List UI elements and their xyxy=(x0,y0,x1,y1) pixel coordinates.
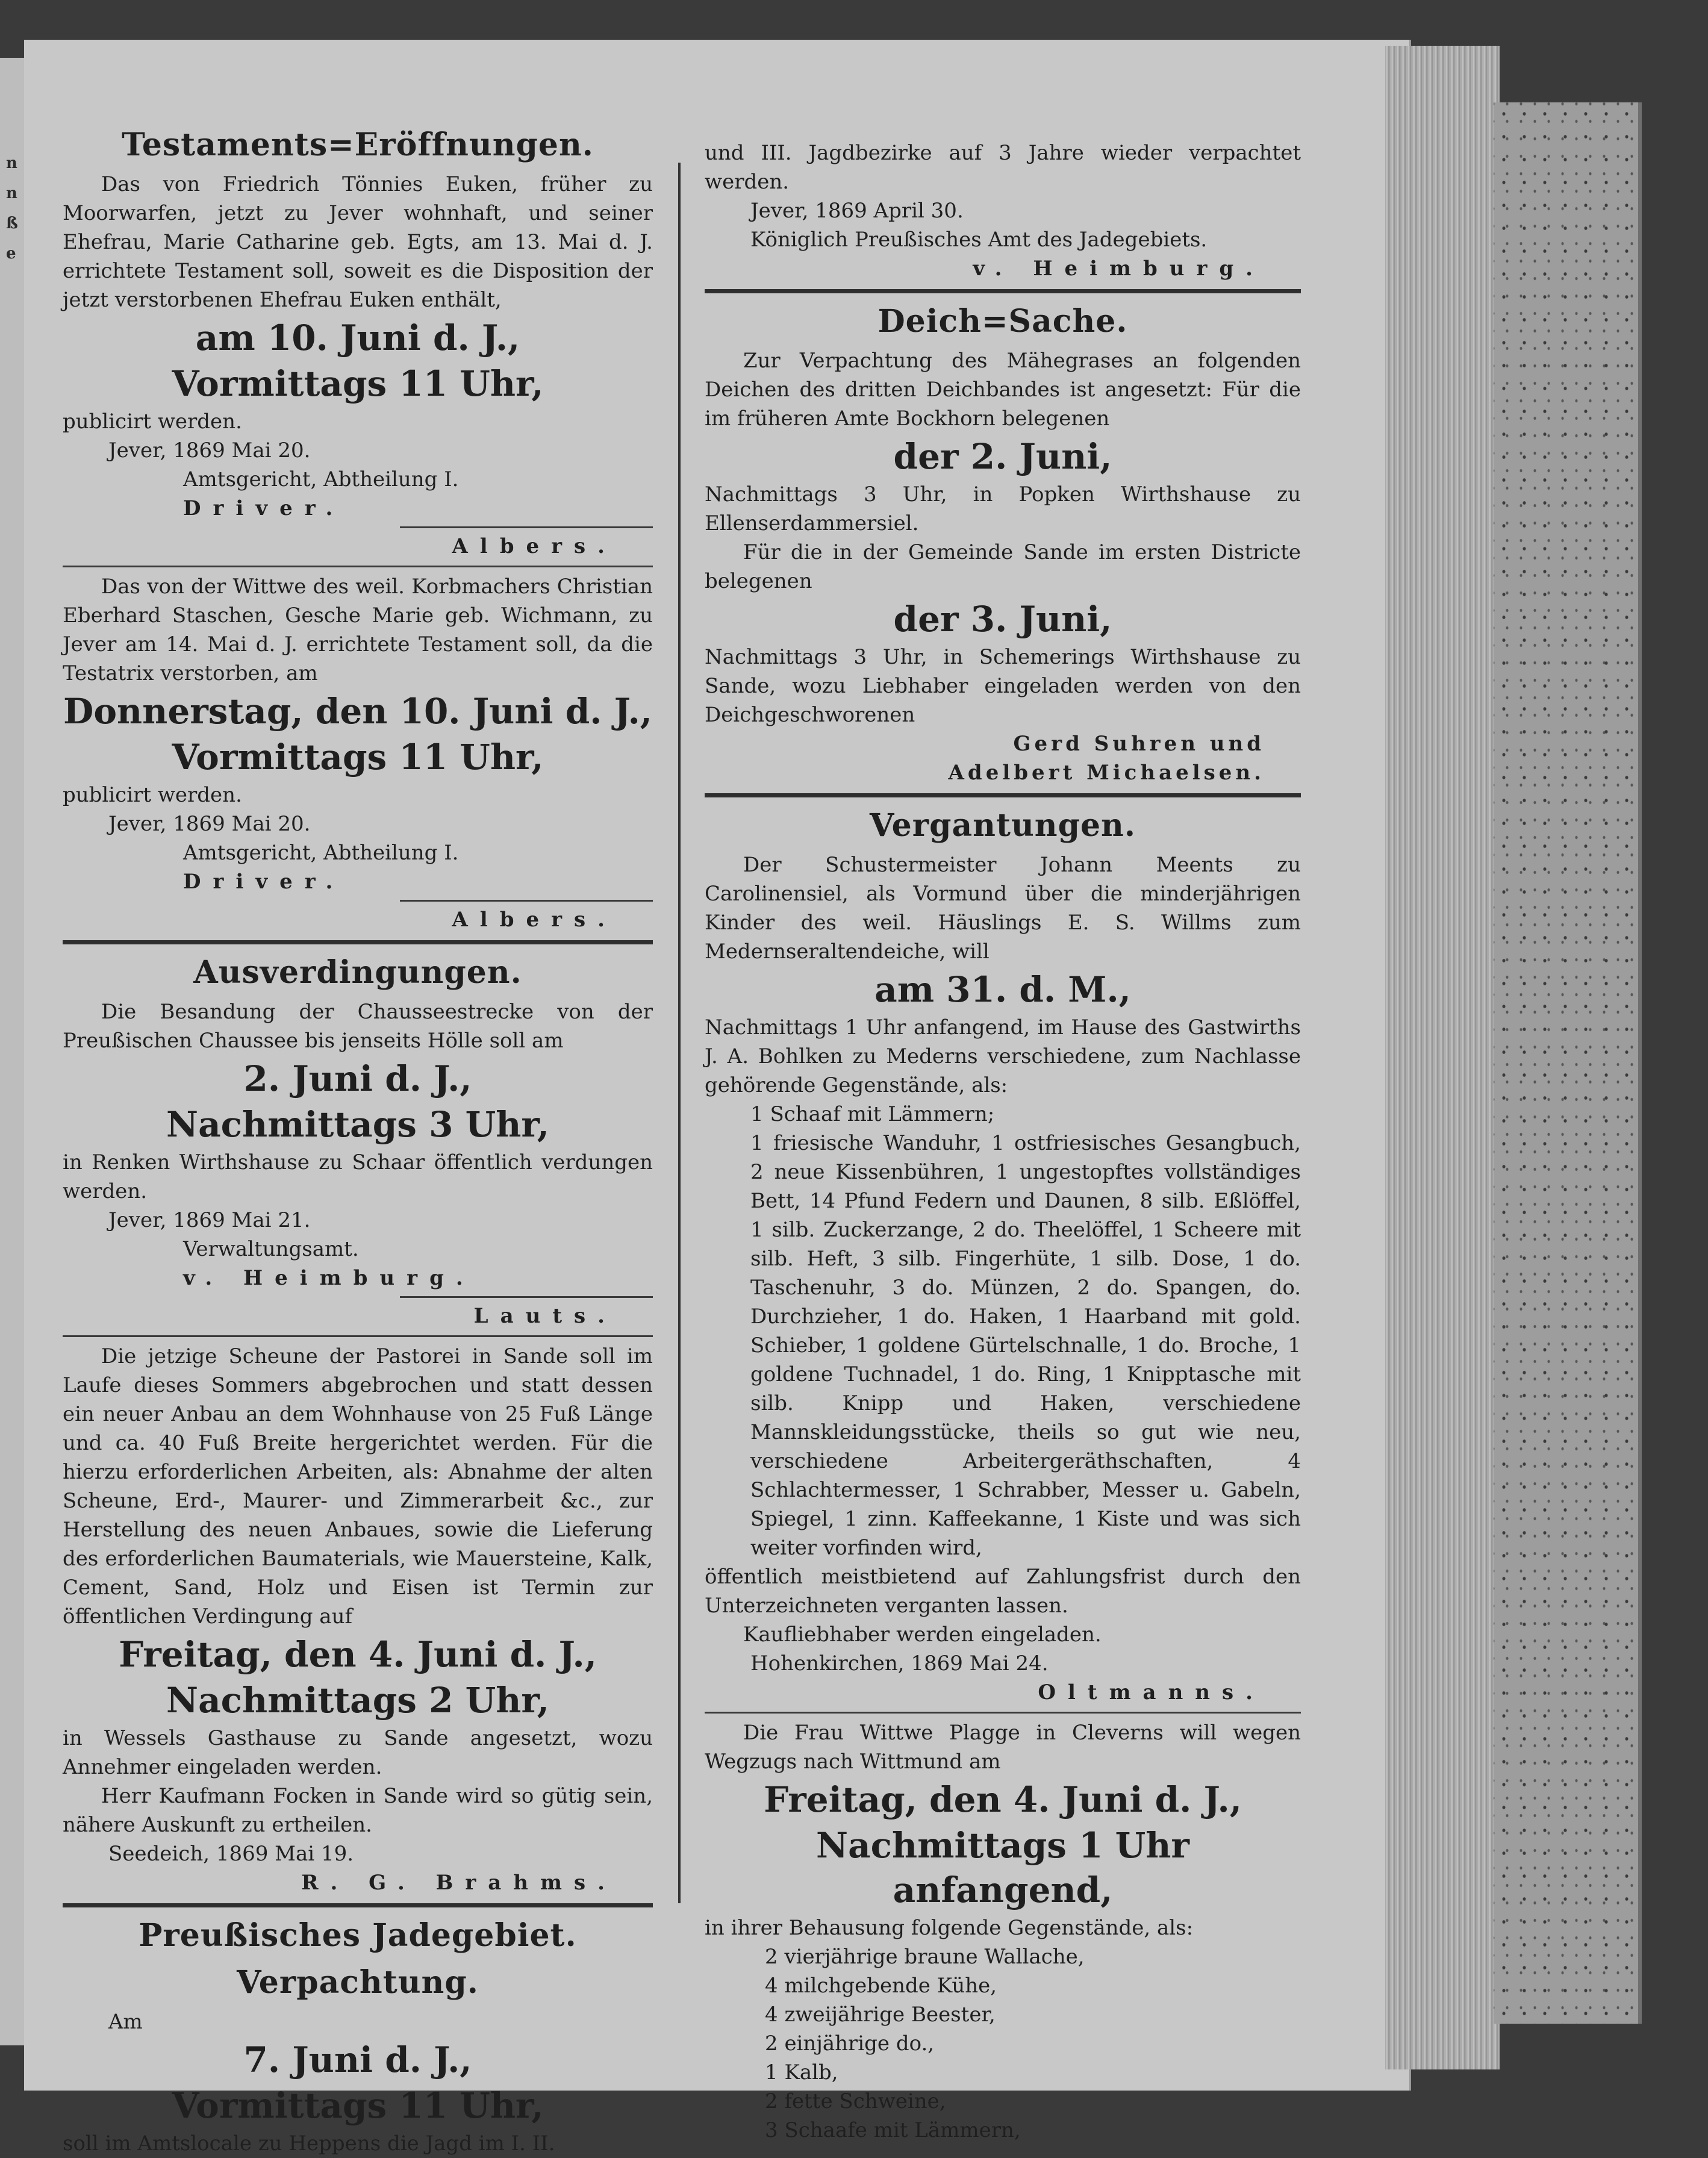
item-list xyxy=(705,1942,1301,2145)
notice-date: 7. Juni d. J., xyxy=(243,2039,472,2080)
notice-text: Der Schustermeister Johann Meents zu Carolinensiel, als Vormund über die minderjährigen Kinder des weil. Häuslings E. S. Willms zum Medernseraltendeiche, will xyxy=(705,853,1301,964)
deich-heading: Deich=Sache. xyxy=(877,303,1128,340)
vergantungen-heading: Vergantungen. xyxy=(870,807,1136,844)
left-column xyxy=(63,120,653,2158)
notice-time: Nachmittags 3 Uhr, xyxy=(166,1104,549,1145)
notice-place: Jever, 1869 Mai 21. xyxy=(108,1208,311,1232)
signature: R. G. Brahms. xyxy=(301,1871,617,1895)
signature: v. Heimburg. xyxy=(973,257,1265,281)
notice-tail: in Wessels Gasthause zu Sande angesetzt, wozu Annehmer eingeladen werden. xyxy=(63,1726,653,1779)
rule xyxy=(400,526,653,528)
notice-date: am 10. Juni d. J., xyxy=(195,317,520,358)
notice-time: Vormittags 11 Uhr, xyxy=(172,363,544,404)
list-item: 2 vierjährige braune Wallache, xyxy=(765,1945,1085,1969)
notice-text: Zur Verpachtung des Mähegrases an folgenden Deichen des dritten Deichbandes ist angesetzt: Für die im früheren Amte Bockhorn belegenen xyxy=(705,349,1301,431)
notice-text: Die Besandung der Chausseestrecke von der Preußischen Chaussee bis jenseits Hölle soll am xyxy=(63,1000,653,1053)
signature: Adelbert Michaelsen. xyxy=(948,761,1265,785)
notice-date: Freitag, den 4. Juni d. J., xyxy=(764,1779,1242,1820)
rule xyxy=(400,1296,653,1298)
notice-place: Hohenkirchen, 1869 Mai 24. xyxy=(750,1651,1049,1676)
rule xyxy=(63,566,653,567)
signature: Driver. xyxy=(183,870,345,894)
rule xyxy=(63,940,653,944)
column-divider xyxy=(678,163,681,1903)
margin-fragment: n n ß e xyxy=(6,154,18,263)
notice-date: Freitag, den 4. Juni d. J., xyxy=(119,1634,597,1675)
list-item: 2 fette Schweine, xyxy=(765,2089,946,2113)
notice-place: Jever, 1869 Mai 20. xyxy=(108,438,311,463)
notice-date: 2. Juni d. J., xyxy=(243,1058,472,1099)
notice-note: Herr Kaufmann Focken in Sande wird so gütig sein, nähere Auskunft zu ertheilen. xyxy=(63,1784,653,1837)
signature: Albers. xyxy=(452,534,617,558)
list-item: 4 milchgebende Kühe, xyxy=(765,1974,997,1998)
notice-time: Nachmittags 2 Uhr, xyxy=(166,1680,549,1721)
book-cover xyxy=(1494,102,1642,2024)
notice-date: Donnerstag, den 10. Juni d. J., xyxy=(63,691,652,732)
notice-tail: Nachmittags 3 Uhr, in Popken Wirthshause zu Ellenserdammersiel. xyxy=(705,482,1301,535)
notice-tail: publicirt werden. xyxy=(63,410,242,434)
list-item: 3 Schaafe mit Lämmern, xyxy=(765,2118,1021,2142)
testament-heading: Testaments=Eröffnungen. xyxy=(122,126,594,163)
notice-office: Verwaltungsamt. xyxy=(183,1237,359,1261)
list-item: 4 zweijährige Beester, xyxy=(765,2003,996,2027)
right-column xyxy=(705,139,1301,2145)
notice-tail: öffentlich meistbietend auf Zahlungsfrist durch den Unterzeichneten verganten lassen. xyxy=(705,1565,1301,1618)
notice-time: Vormittags 11 Uhr, xyxy=(172,2085,544,2126)
verpachtung-heading: Verpachtung. xyxy=(237,1964,479,2001)
item-line: 1 Schaaf mit Lämmern; xyxy=(750,1102,995,1126)
signature: Lauts. xyxy=(473,1304,617,1328)
notice-time: Nachmittags 1 Uhr anfangend, xyxy=(816,1825,1189,1910)
signature: Albers. xyxy=(452,908,617,932)
notice-court: Amtsgericht, Abtheilung I. xyxy=(183,467,459,491)
list-item: 2 einjährige do., xyxy=(765,2032,935,2056)
notice-tail: in ihrer Behausung folgende Gegenstände, als: xyxy=(705,1916,1194,1940)
rule xyxy=(705,1712,1301,1714)
rule xyxy=(400,900,653,902)
signature: Gerd Suhren und xyxy=(1013,732,1265,756)
notice-tail: Nachmittags 1 Uhr anfangend, im Hause des Gastwirths J. A. Bohlken zu Mederns verschiedene, zum Nachlasse gehörende Gegenstände, als: xyxy=(705,1015,1301,1097)
ausverdingungen-heading: Ausverdingungen. xyxy=(193,954,522,991)
notice-tail: Nachmittags 3 Uhr, in Schemerings Wirthshause zu Sande, wozu Liebhaber eingeladen werden von den Deichgeschworenen xyxy=(705,645,1301,727)
notice-text: Die Frau Wittwe Plagge in Cleverns will wegen Wegzugs nach Wittmund am xyxy=(705,1721,1301,1774)
notice-place: Jever, 1869 Mai 20. xyxy=(108,812,311,836)
rule xyxy=(705,289,1301,293)
signature: Oltmanns. xyxy=(1038,1680,1265,1704)
notice-text: Die jetzige Scheune der Pastorei in Sande soll im Laufe dieses Sommers abgebrochen und statt dessen ein neuer Anbau an dem Wohnhause von 25 Fuß Länge und ca. 40 Fuß Breite hergerichtet werden. Für die hierzu erforderlichen Arbeiten, als: Abnahme der alten Scheune, Erd-, Maurer- und Zimmerarbeit &c., zur Herstellung des neuen Anbaues, sowie die Lieferung des erforderlichen Baumaterials, wie Mauersteine, Kalk, Cement, Sand, Holz und Eisen ist Termin zur öffentlichen Verdingung auf xyxy=(63,1344,653,1629)
notice-tail: soll im Amtslocale zu Heppens die Jagd im I. II. xyxy=(63,2131,555,2156)
signature: v. Heimburg. xyxy=(183,1266,475,1290)
list-item: 1 Kalb, xyxy=(765,2060,838,2085)
notice-date: der 2. Juni, xyxy=(893,436,1112,477)
notice-time: Vormittags 11 Uhr, xyxy=(172,737,544,778)
notice-office: Königlich Preußisches Amt des Jadegebiets. xyxy=(750,228,1208,252)
notice-court: Amtsgericht, Abtheilung I. xyxy=(183,841,459,865)
signature: Driver. xyxy=(183,496,345,520)
item-list: 1 friesische Wanduhr, 1 ostfriesisches Gesangbuch, 2 neue Kissenbühren, 1 ungestopftes vollständiges Bett, 14 Pfund Federn und Daunen, 8 silb. Eßlöffel, 1 silb. Zuckerzange, 2 do. Theelöffel, 1 Scheere mit silb. Heft, 3 silb. Fingerhüte, 1 silb. Dose, 1 do. Taschenuhr, 3 do. Münzen, 2 do. Spangen, do. Durchzieher, 1 do. Haken, 1 Haarband mit gold. Schieber, 1 goldene Gürtelschnalle, 1 do. Broche, 1 goldene Tuchnadel, 1 do. Ring, 1 Knipptasche mit silb. Knipp und Haken, verschiedene Mannskleidungsstücke, theils so gut wie neu, verschiedene Arbeitergeräthschaften, 4 Schlachtermesser, 1 Schrabber, Messer u. Gabeln, Spiegel, 1 zinn. Kaffeekanne, 1 Kiste und was sich weiter vorfinden wird, xyxy=(750,1131,1301,1560)
notice-text: Am xyxy=(108,2010,143,2034)
page-edges xyxy=(1385,46,1500,2069)
jadegebiet-heading: Preußisches Jadegebiet. xyxy=(139,1917,577,1954)
rule xyxy=(63,1903,653,1907)
notice-text: und III. Jagdbezirke auf 3 Jahre wieder verpachtet werden. xyxy=(705,141,1301,194)
notice-text: Das von Friedrich Tönnies Euken, früher zu Moorwarfen, jetzt zu Jever wohnhaft, und seiner Ehefrau, Marie Catharine geb. Egts, am 13. Mai d. J. errichtete Testament soll, soweit es die Disposition der jetzt verstorbenen Ehefrau Euken enthält, xyxy=(63,172,653,312)
notice-place: Seedeich, 1869 Mai 19. xyxy=(108,1842,354,1866)
rule xyxy=(63,1335,653,1337)
notice-text: Für die in der Gemeinde Sande im ersten Districte belegenen xyxy=(705,540,1301,593)
notice-tail: in Renken Wirthshause zu Schaar öffentlich verdungen werden. xyxy=(63,1150,653,1203)
notice-date: der 3. Juni, xyxy=(893,599,1112,640)
notice-date: am 31. d. M., xyxy=(874,969,1131,1010)
notice-invite: Kaufliebhaber werden eingeladen. xyxy=(743,1623,1102,1647)
rule xyxy=(705,793,1301,797)
notice-tail: publicirt werden. xyxy=(63,783,242,807)
notice-text: Das von der Wittwe des weil. Korbmachers Christian Eberhard Staschen, Gesche Marie geb. Wichmann, zu Jever am 14. Mai d. J. errichtete Testament soll, da die Testatrix verstorben, am xyxy=(63,575,653,685)
notice-place: Jever, 1869 April 30. xyxy=(750,199,964,223)
